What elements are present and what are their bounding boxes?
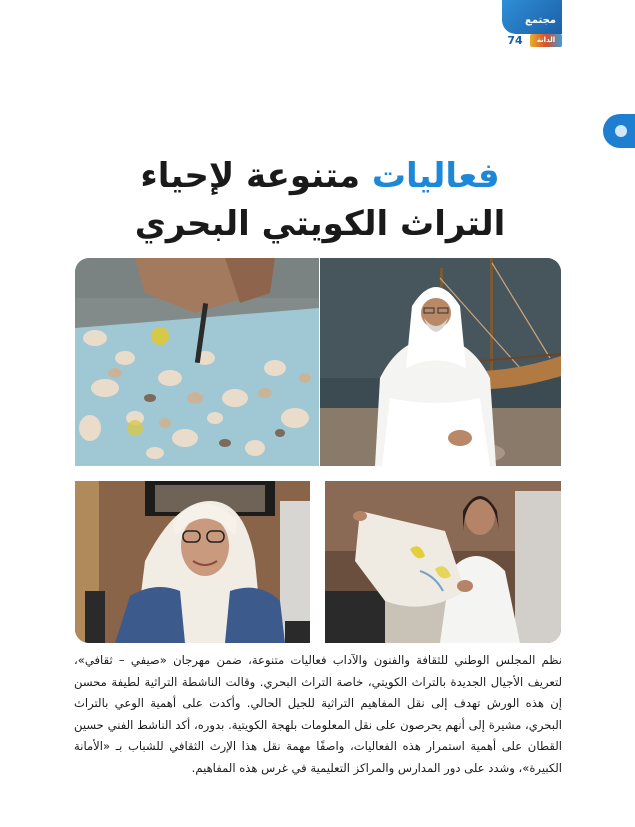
section-label: مجتمع — [524, 15, 556, 26]
page-number: 74 — [507, 34, 523, 47]
title-line-2: التراث الكويتي البحري — [134, 204, 506, 244]
woman-with-fabric-photo — [325, 481, 561, 643]
seashells-photo — [75, 258, 319, 466]
section-label-box — [502, 0, 562, 34]
article-body: نظم المجلس الوطني للثقافة والفنون والآداب فعاليات متنوعة، ضمن مهرجان «صيفي – ثقافي»، لتعريف الأجيال الجديدة بالتراث الكويتي، خاصة التراث البحري. وقالت الناشطة التراثية لطيفة محسن إن هذه الورش تهدف إلى نقل المفاهيم التراثية للجيل الحالي. وأكدت على أهمية الوعي بالتراث البحري، مشيرة إلى أنهم يحرصون على نقل المعلومات بلهجة الكويتية. بدوره، أكد الناشط الفني حسين القطان على أهمية استمرار هذه الفعاليات، واصفًا مهمة نقل هذا الإرث الثقافي للشباب بـ «الأمانة الكبيرة»، وشدد على دور المدارس والمراكز التعليمية في غرس هذه المفاهيم. — [74, 653, 562, 775]
girl-in-hijab-photo — [75, 481, 310, 643]
article-title — [60, 152, 580, 248]
magazine-logo: الدانة — [530, 34, 562, 47]
section-tab — [502, 0, 562, 50]
side-bookmark-tab — [603, 114, 635, 148]
title-line-1 — [60, 152, 580, 200]
title-line-1-rest: متنوعة لإحياء — [140, 156, 360, 196]
circle-dot-icon — [615, 125, 627, 137]
man-with-boat-model-photo — [320, 258, 561, 466]
title-highlight: فعاليات — [371, 156, 500, 196]
